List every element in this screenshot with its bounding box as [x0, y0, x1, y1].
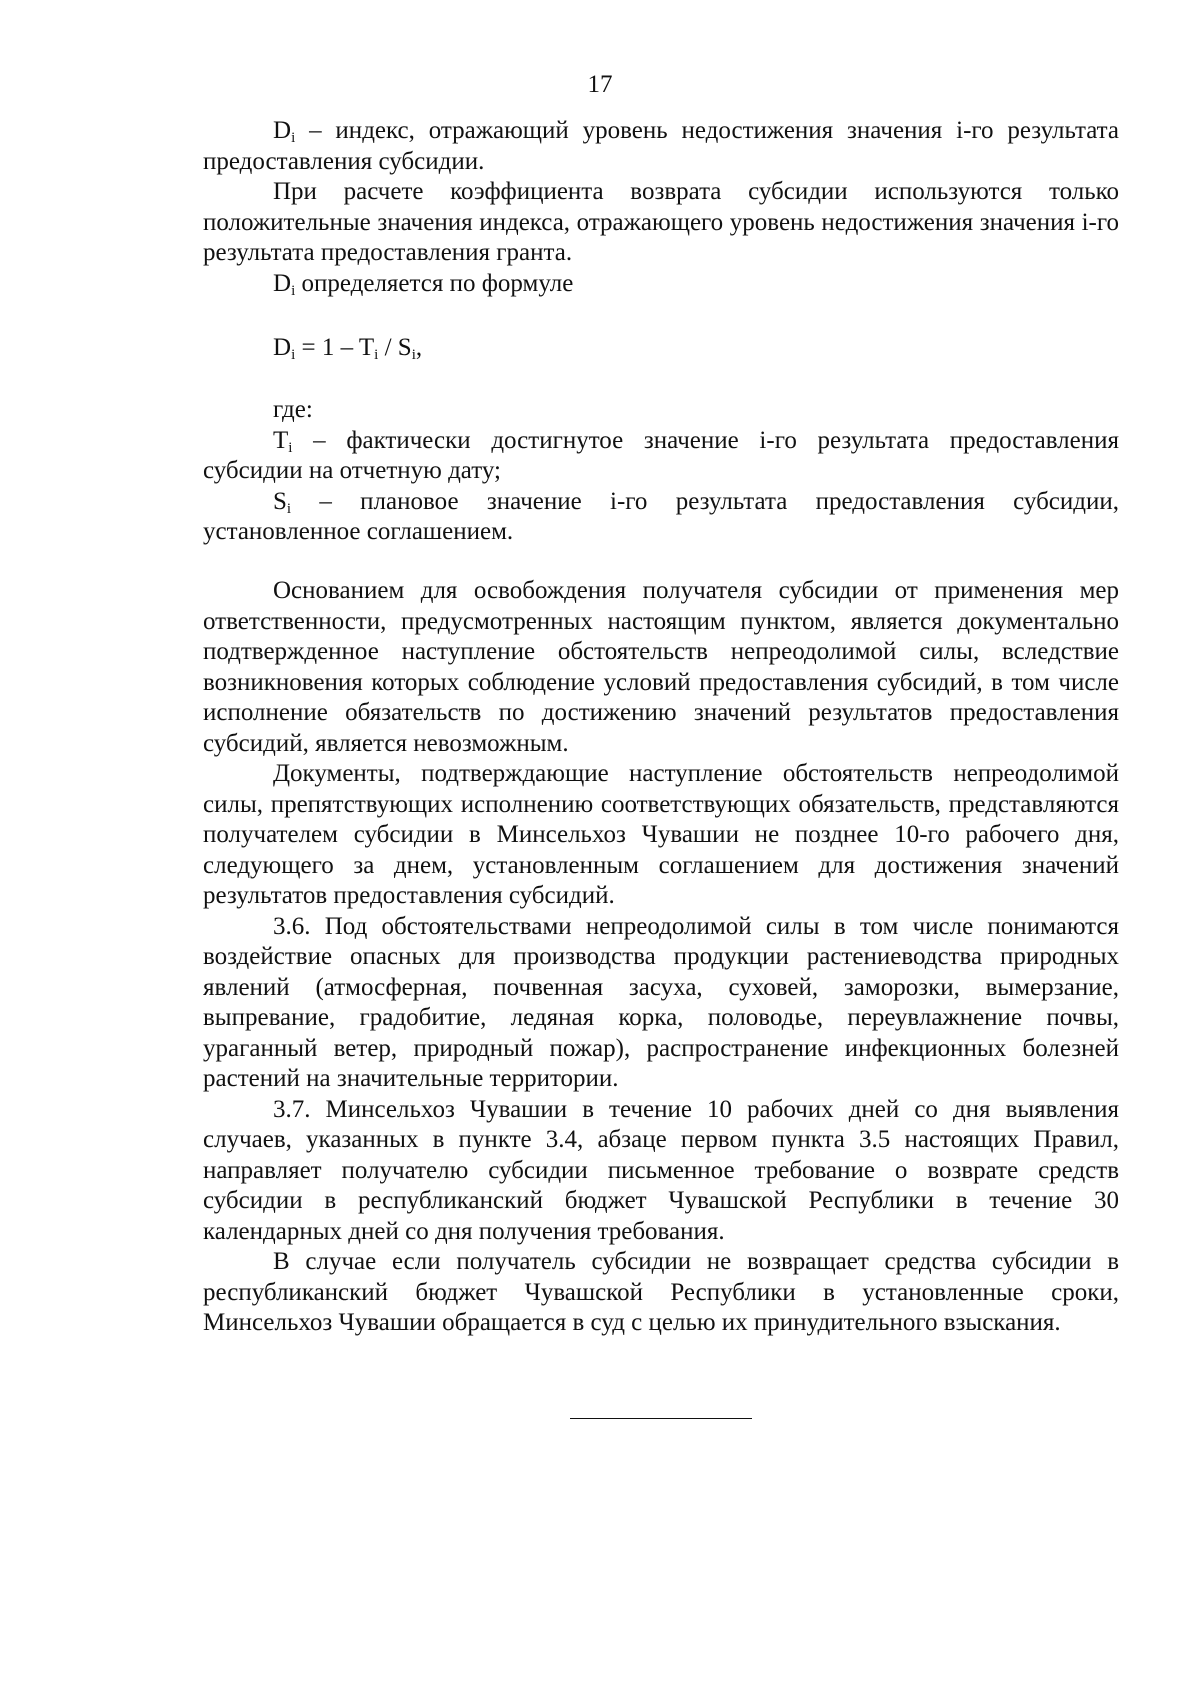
formula-end: , — [415, 334, 423, 361]
formula-lhs: D — [273, 334, 292, 361]
paragraph-d-definition — [203, 116, 1119, 177]
symbol-s: S — [273, 487, 287, 515]
where-block — [203, 395, 1119, 548]
definitions-block — [203, 116, 1119, 299]
formula-lhs-sub: i — [291, 347, 296, 363]
main-text-block — [203, 576, 1119, 1339]
subscript-i: i — [286, 500, 292, 517]
paragraph-text: определяется по формуле — [295, 269, 574, 297]
paragraph-text: – плановое значение i-го результата предоставления субсидии, установленное соглашением. — [203, 487, 1119, 545]
end-divider — [570, 1418, 752, 1419]
symbol-d: D — [273, 269, 292, 297]
subscript-i: i — [291, 130, 296, 146]
paragraph-section-3-6: 3.6. Под обстоятельствами непреодолимой силы в том числе понимаются воздействие опасных для производства продукции растениеводства природных явлений (атмосферная, почвенная засуха, суховей, заморозки, вымерзание, выпревание, градобитие, ледяная корка, половодье, переувлажнение почвы, ураганный ветер, природный пожар), распространение инфекционных болезней растений на значительные территории. — [203, 912, 1119, 1092]
subscript-i: i — [291, 282, 296, 299]
symbol-d: D — [273, 117, 292, 144]
paragraph-s-definition — [203, 487, 1119, 548]
paragraph-documents: Документы, подтверждающие наступление обстоятельств непреодолимой силы, препятствующих исполнению соответствующих обязательств, представляются получателем субсидии в Минсельхоз Чувашии не позднее 10-го рабочего дня, следующего за днем, установленным соглашением для достижения значений результатов предоставления субсидий. — [203, 760, 1119, 909]
formula-mid: = 1 – T — [295, 334, 375, 361]
paragraph-t-definition — [203, 426, 1119, 487]
symbol-t: T — [273, 426, 289, 454]
formula-block — [203, 333, 1119, 364]
subscript-i: i — [288, 439, 293, 456]
formula — [203, 333, 1119, 364]
formula-div: / S — [378, 334, 412, 361]
paragraph-section-3-7: 3.7. Минсельхоз Чувашии в течение 10 рабочих дней со дня выявления случаев, указанных в пункте 3.4, абзаце первом пункта 3.5 настоящих Правил, направляет получателю субсидии письменное требование о возврате средств субсидии в республиканский бюджет Чувашской Республики в течение 30 календарных дней со дня получения требования. — [203, 1095, 1119, 1245]
paragraph-force-majeure-basis: Основанием для освобождения получателя субсидии от применения мер ответственности, предусмотренных настоящим пунктом, является документально подтвержденное наступление обстоятельств непреодолимой силы, вследствие возникновения которых соблюдение условий предоставления субсидий, в том числе исполнение обязательств по достижению значений результатов предоставления субсидий, является невозможным. — [203, 577, 1119, 757]
paragraph-court: В случае если получатель субсидии не возвращает средства субсидии в республиканский бюджет Чувашской Республики в установленные сроки, Минсельхоз Чувашии обращается в суд с целью их принудительного взыскания. — [203, 1248, 1119, 1336]
paragraph-text: – фактически достигнутое значение i-го результата предоставления субсидии на отчетную дату; — [203, 426, 1119, 484]
paragraph-text: – индекс, отражающий уровень недостижения значения i-го результата предоставления субсидии. — [203, 117, 1119, 175]
paragraph-where: где: — [273, 396, 313, 423]
formula-mid-sub: i — [374, 347, 379, 363]
paragraph-formula-intro — [203, 269, 1119, 300]
paragraph-positive-values: При расчете коэффициента возврата субсидии используются только положительные значения индекса, отражающего уровень недостижения значения i-го результата предоставления гранта. — [203, 178, 1119, 266]
page-number: 17 — [587, 71, 613, 98]
formula-div-sub: i — [411, 347, 416, 363]
